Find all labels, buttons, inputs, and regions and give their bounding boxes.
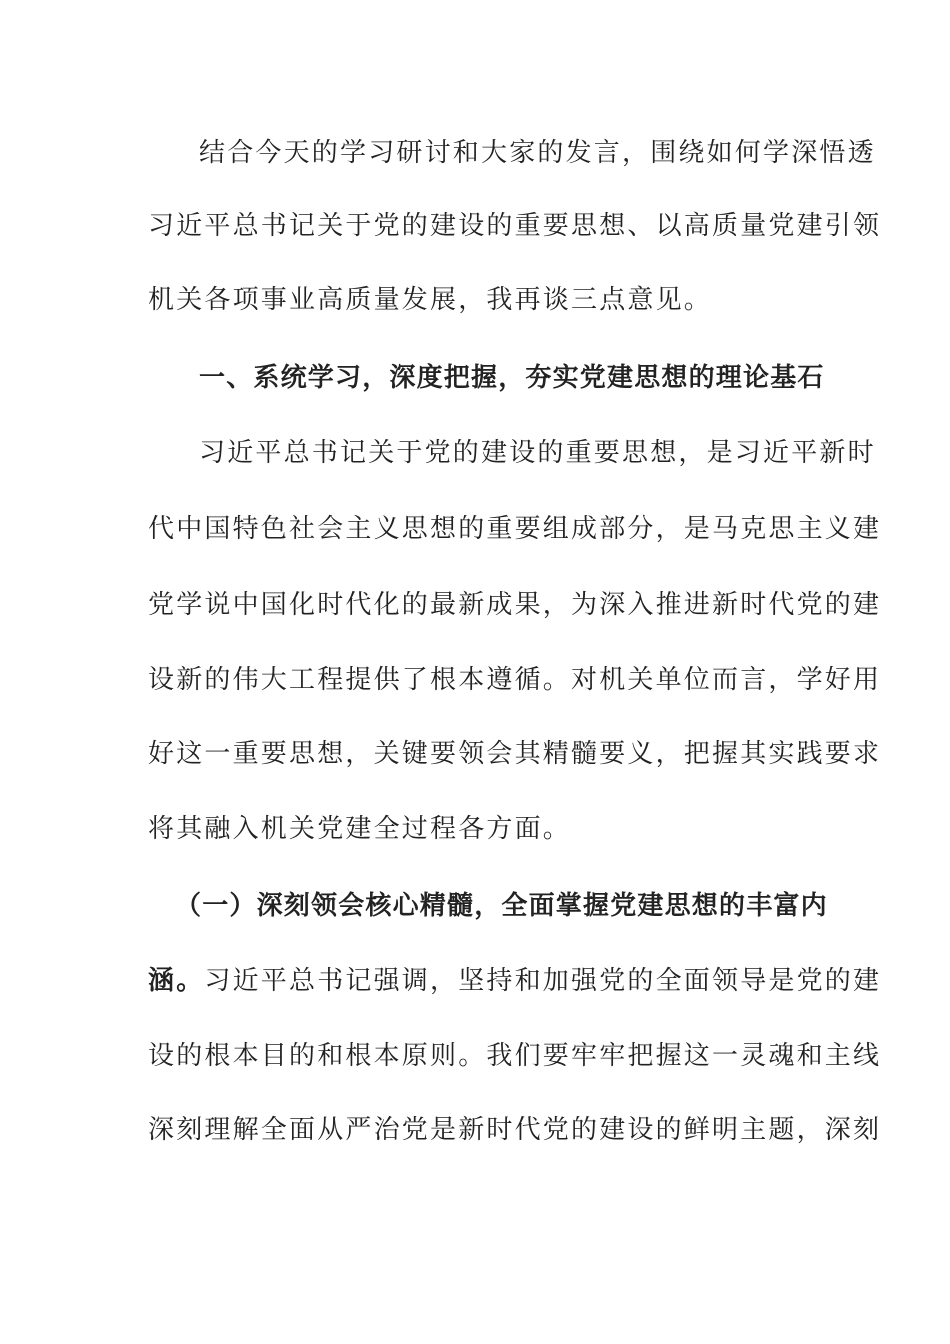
- subsection-1-line-2-text: 习近平总书记强调，坚持和加强党的全面领导是党的建: [204, 966, 882, 996]
- intro-line-1: 结合今天的学习研讨和大家的发言，围绕如何学深悟透: [199, 138, 876, 168]
- section-1-paragraph-line-3: 党学说中国化时代化的最新成果，为深入推进新时代党的建: [148, 590, 882, 620]
- subsection-1-heading-end: 涵。: [148, 966, 205, 996]
- subsection-1-line-4: 深刻理解全面从严治党是新时代党的建设的鲜明主题，深刻: [148, 1115, 882, 1145]
- intro-line-2: 习近平总书记关于党的建设的重要思想、以高质量党建引领: [148, 211, 882, 241]
- subsection-1-line-3: 设的根本目的和根本原则。我们要牢牢把握这一灵魂和主线: [148, 1041, 882, 1071]
- section-1-heading: 一、系统学习，深度把握，夯实党建思想的理论基石: [199, 363, 825, 393]
- subsection-1-line-2: [148, 961, 882, 1001]
- section-1-paragraph-line-6: 将其融入机关党建全过程各方面。: [148, 814, 572, 844]
- section-1-paragraph-line-1: 习近平总书记关于党的建设的重要思想，是习近平新时: [199, 438, 876, 468]
- subsection-1-heading: （一）深刻领会核心精髓，全面掌握党建思想的丰富内: [175, 891, 828, 921]
- section-1-paragraph-line-2: 代中国特色社会主义思想的重要组成部分，是马克思主义建: [148, 514, 882, 544]
- intro-line-3: 机关各项事业高质量发展，我再谈三点意见。: [148, 285, 713, 315]
- section-1-paragraph-line-5: 好这一重要思想，关键要领会其精髓要义，把握其实践要求: [148, 739, 882, 769]
- section-1-paragraph-line-4: 设新的伟大工程提供了根本遵循。对机关单位而言，学好用: [148, 665, 882, 695]
